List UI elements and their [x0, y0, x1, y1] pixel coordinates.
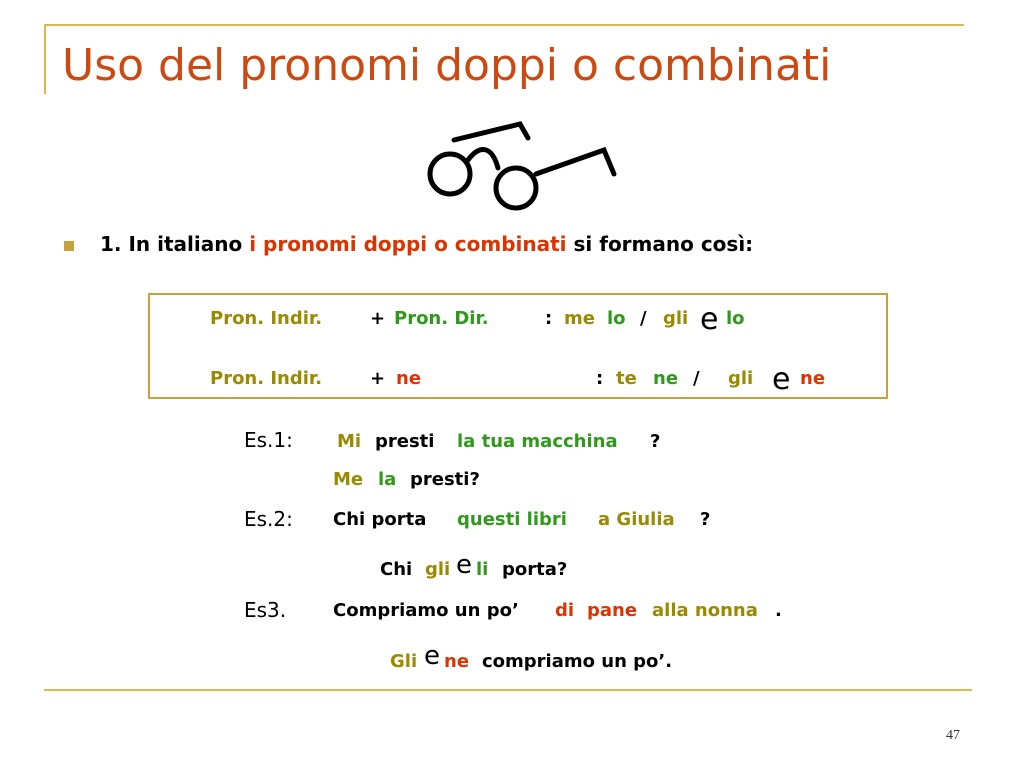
- row2-ne-1: ne: [653, 368, 679, 389]
- es2-a-giulia: a Giulia: [598, 509, 675, 530]
- bullet-suffix: si formano così:: [573, 232, 754, 256]
- left-border-line: [44, 24, 46, 94]
- es3b-gli: Gli: [390, 651, 418, 672]
- row2-colon: :: [596, 368, 604, 389]
- es2b-gli: gli: [425, 559, 451, 580]
- es3b-rest: compriamo un po’.: [482, 651, 673, 672]
- slide-title: Uso del pronomi doppi o combinati: [62, 40, 832, 91]
- es2-label: Es.2:: [244, 507, 293, 531]
- es3b-e: e: [424, 641, 440, 671]
- row1-lo-2: lo: [726, 308, 745, 329]
- row1-pron-indir: Pron. Indir.: [210, 308, 323, 329]
- bullet-highlight-i: i: [249, 232, 257, 256]
- bullet-highlight-phrase: pronomi doppi o combinati: [263, 232, 567, 256]
- es1-presti: presti: [375, 431, 435, 452]
- row2-slash: /: [693, 368, 700, 389]
- es1b-la: la: [378, 469, 397, 490]
- es3-pane: pane: [587, 600, 638, 621]
- bottom-border-line: [44, 689, 972, 691]
- row2-pron-indir: Pron. Indir.: [210, 368, 323, 389]
- bullet-square-icon: [64, 241, 74, 251]
- es3-alla-nonna: alla nonna: [652, 600, 758, 621]
- bullet-prefix: 1. In italiano: [100, 232, 243, 256]
- row1-slash: /: [640, 308, 647, 329]
- es2b-e: e: [456, 550, 472, 580]
- page-number: 47: [946, 728, 960, 743]
- top-border-line: [44, 24, 964, 26]
- row1-pron-dir: Pron. Dir.: [394, 308, 489, 329]
- es2b-li: li: [476, 559, 489, 580]
- row2-plus: +: [370, 368, 386, 389]
- es1-object: la tua macchina: [457, 431, 618, 452]
- es2-question: ?: [700, 509, 711, 530]
- es1b-me: Me: [333, 469, 364, 490]
- row2-e: e: [772, 362, 791, 397]
- es2b-rest: porta?: [502, 559, 568, 580]
- es2-object: questi libri: [457, 509, 567, 530]
- row1-colon: :: [545, 308, 553, 329]
- es3b-ne: ne: [444, 651, 470, 672]
- row2-gli: gli: [728, 368, 754, 389]
- es1-mi: Mi: [337, 431, 362, 452]
- row1-lo: lo: [607, 308, 626, 329]
- glasses-icon: [420, 112, 630, 222]
- row2-ne: ne: [396, 368, 422, 389]
- es3-di: di: [555, 600, 575, 621]
- row1-gli: gli: [663, 308, 689, 329]
- row2-ne-2: ne: [800, 368, 826, 389]
- row1-e: e: [700, 302, 719, 337]
- es3-dot: .: [775, 600, 782, 621]
- es2-chi-porta: Chi porta: [333, 509, 427, 530]
- es1b-rest: presti?: [410, 469, 480, 490]
- es1-label: Es.1:: [244, 428, 293, 452]
- es2b-chi: Chi: [380, 559, 413, 580]
- bullet-text: [100, 232, 753, 256]
- row1-me: me: [564, 308, 595, 329]
- row1-plus: +: [370, 308, 386, 329]
- row2-te: te: [616, 368, 637, 389]
- es3-text: Compriamo un po’: [333, 600, 519, 621]
- es3-label: Es3.: [244, 598, 287, 622]
- es1-question: ?: [650, 431, 661, 452]
